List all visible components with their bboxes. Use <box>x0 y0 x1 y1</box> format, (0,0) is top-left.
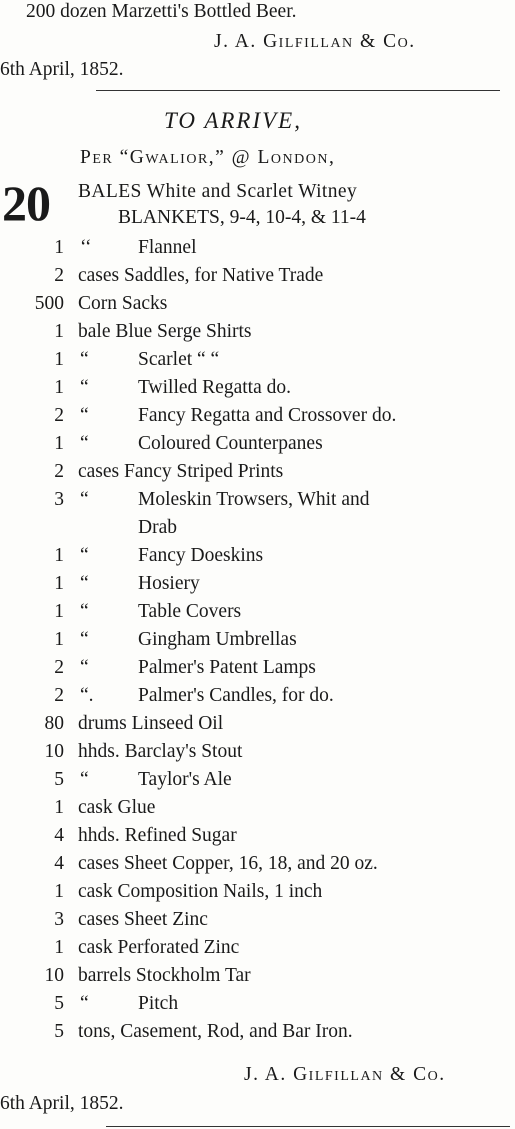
item-text: barrels Stockholm Tar <box>78 965 251 986</box>
item-text: Pitch <box>138 993 179 1014</box>
item-text: bale Blue Serge Shirts <box>78 321 252 342</box>
item-quantity: 80 <box>44 713 64 734</box>
ditto-mark: “ <box>80 601 89 622</box>
ditto-mark: “ <box>80 433 89 454</box>
item-quantity: 1 <box>54 349 64 370</box>
item-description <box>78 292 167 316</box>
item-quantity: 3 <box>54 909 64 930</box>
advert-date: 6th April, 1852. <box>0 1093 124 1114</box>
item-quantity: 1 <box>54 377 64 398</box>
item-description <box>78 460 283 484</box>
item-text: drums Linseed Oil <box>78 713 224 734</box>
item-text: Coloured Counterpanes <box>138 433 323 454</box>
ditto-mark: “ <box>80 545 89 566</box>
ship-line: Per “Gwalior,” @ London, <box>80 147 336 168</box>
item-text: Palmer's Patent Lamps <box>138 657 316 678</box>
item-description <box>78 796 155 820</box>
ditto-mark: “ <box>80 993 89 1014</box>
previous-date: 6th April, 1852. <box>0 59 124 80</box>
item-text: Scarlet “ “ <box>138 349 220 370</box>
item-description <box>80 600 241 624</box>
item-quantity: 10 <box>44 965 64 986</box>
item-description <box>80 628 297 652</box>
item-quantity: 2 <box>54 461 64 482</box>
item-quantity: 2 <box>54 265 64 286</box>
item-text: cask Perforated Zinc <box>78 937 240 958</box>
item-description <box>78 936 239 960</box>
item-quantity: 2 <box>54 657 64 678</box>
previous-signature: J. A. Gilfillan & Co. <box>214 31 416 52</box>
item-quantity: 1 <box>54 881 64 902</box>
item-description <box>78 880 322 904</box>
item-description <box>80 768 232 792</box>
item-quantity: 1 <box>54 797 64 818</box>
item-quantity: 1 <box>54 573 64 594</box>
item-text: Fancy Regatta and Crossover do. <box>138 405 397 426</box>
item-quantity: 1 <box>54 545 64 566</box>
item-text: cases Fancy Striped Prints <box>78 461 284 482</box>
item-text: cask Composition Nails, 1 inch <box>78 881 323 902</box>
ditto-mark: “ <box>80 405 89 426</box>
item-quantity: 500 <box>34 293 64 314</box>
item-quantity: 1 <box>54 629 64 650</box>
item-quantity: 10 <box>44 741 64 762</box>
ditto-mark: “ <box>80 573 89 594</box>
item-text: cases Sheet Zinc <box>78 909 208 930</box>
item-description <box>78 264 323 288</box>
item-quantity: 4 <box>54 853 64 874</box>
lead-line-1: BALES White and Scarlet Witney <box>78 181 358 202</box>
item-description <box>80 376 291 400</box>
ditto-mark: “. <box>80 685 94 706</box>
ditto-mark: “ <box>80 629 89 650</box>
item-text: cases Sheet Copper, 16, 18, and 20 oz. <box>78 853 378 874</box>
item-quantity: 2 <box>54 685 64 706</box>
item-description <box>80 544 263 568</box>
item-description <box>78 852 378 876</box>
item-text: Twilled Regatta do. <box>138 377 291 398</box>
previous-item-line: 200 dozen Marzetti's Bottled Beer. <box>26 1 297 22</box>
item-quantity: 2 <box>54 405 64 426</box>
item-text: Flannel <box>138 237 197 258</box>
item-description <box>80 992 178 1016</box>
item-description <box>78 712 223 736</box>
item-description <box>138 516 177 540</box>
item-description <box>78 908 208 932</box>
ditto-mark: “ <box>80 769 89 790</box>
item-text: Drab <box>138 517 177 538</box>
lead-quantity: 20 <box>2 175 50 231</box>
item-quantity: 1 <box>54 237 64 258</box>
item-description <box>80 572 200 596</box>
item-text: Taylor's Ale <box>138 769 232 790</box>
item-text: Table Covers <box>138 601 242 622</box>
item-quantity: 5 <box>54 1021 64 1042</box>
item-quantity: 1 <box>54 433 64 454</box>
advert-signature: J. A. Gilfillan & Co. <box>244 1064 446 1085</box>
divider-rule-top <box>96 90 500 91</box>
item-description <box>80 432 323 456</box>
item-quantity: 3 <box>54 489 64 510</box>
ditto-mark: “ <box>80 349 89 370</box>
item-text: Palmer's Candles, for do. <box>138 685 334 706</box>
ditto-mark: “ <box>80 377 89 398</box>
item-quantity: 4 <box>54 825 64 846</box>
advert-heading: TO ARRIVE, <box>164 108 302 133</box>
item-description <box>78 320 252 344</box>
ditto-mark: “ <box>80 489 89 510</box>
ditto-mark: “ <box>80 657 89 678</box>
item-text: cask Glue <box>78 797 156 818</box>
item-quantity: 1 <box>54 937 64 958</box>
item-quantity: 1 <box>54 321 64 342</box>
item-description <box>80 488 370 512</box>
divider-rule-bottom <box>106 1126 510 1127</box>
item-description <box>80 348 219 372</box>
item-description <box>78 964 251 988</box>
item-quantity: 5 <box>54 769 64 790</box>
item-description <box>80 684 334 708</box>
item-text: Gingham Umbrellas <box>138 629 297 650</box>
item-text: Hosiery <box>138 573 200 594</box>
lead-line-2: BLANKETS, 9-4, 10-4, & 11-4 <box>118 207 366 228</box>
item-description <box>80 404 396 428</box>
item-description <box>78 1020 353 1044</box>
item-text: tons, Casement, Rod, and Bar Iron. <box>78 1021 353 1042</box>
item-description <box>78 824 237 848</box>
item-quantity: 1 <box>54 601 64 622</box>
item-quantity: 5 <box>54 993 64 1014</box>
item-text: cases Saddles, for Native Trade <box>78 265 324 286</box>
item-text: Corn Sacks <box>78 293 168 314</box>
item-description <box>80 236 197 260</box>
item-text: Moleskin Trowsers, Whit and <box>138 489 370 510</box>
ditto-mark: ‘‘ <box>80 237 92 258</box>
item-description <box>80 656 316 680</box>
item-text: hhds. Barclay's Stout <box>78 741 243 762</box>
item-text: Fancy Doeskins <box>138 545 264 566</box>
item-description <box>78 740 242 764</box>
item-text: hhds. Refined Sugar <box>78 825 237 846</box>
